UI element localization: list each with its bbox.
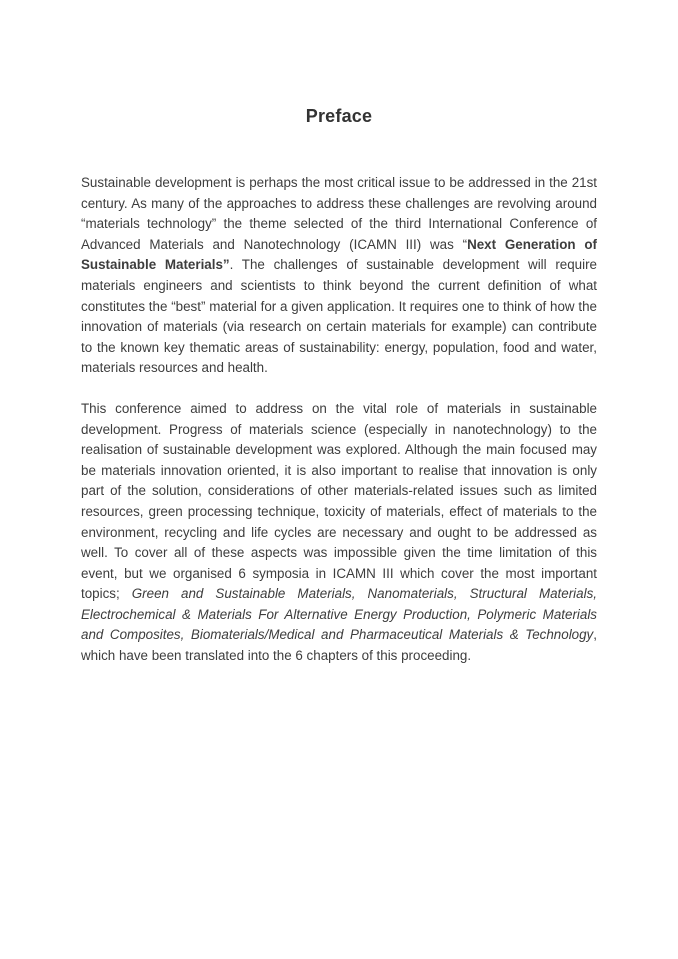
text-segment-normal: Sustainable development is perhaps the most critical issue to be addressed in the 21st century. As many of the approaches to address these challenges are revolving around “materials technology” the theme selected of the third International Conference of Advanced Materials and Nanotechnology (ICAMN III) was “ <box>81 175 597 252</box>
document-body <box>81 173 597 667</box>
page-title: Preface <box>305 106 373 126</box>
text-segment-normal: , which have been translated into the 6 chapters of this proceeding. <box>81 627 597 664</box>
paragraph <box>81 173 597 379</box>
text-segment-normal: This conference aimed to address on the vital role of materials in sustainable development. Progress of materials science (especially in nanotechnology) to the realisation of sustainable development was explored. Although the main focused may be materials innovation oriented, it is also important to realise that innovation is only part of the solution, considerations of other materials-related issues such as limited resources, green processing technique, toxicity of materials, effect of materials to the environment, recycling and life cycles are necessary and ought to be addressed as well. To cover all of these aspects was impossible given the time limitation of this event, but we organised 6 symposia in ICAMN III which cover the most important topics; <box>81 400 597 602</box>
text-segment-bold: Next Generation of Sustainable Materials” <box>81 236 597 273</box>
text-segment-italic: Green and Sustainable Materials, Nanomaterials, Structural Materials, Electrochemical & Materials For Alternative Energy Production, Polymeric Materials and Composites, Biomaterials/Medical and Pharmaceutical Materials & Technology <box>81 586 597 643</box>
text-segment-normal: . The challenges of sustainable development will require materials engineers and scientists to think beyond the current definition of what constitutes the “best” material for a given application. It requires one to think of how the innovation of materials (via research on certain materials for example) can contribute to the known key thematic areas of sustainability: energy, population, food and water, materials resources and health. <box>81 257 597 376</box>
paragraph <box>81 399 597 667</box>
